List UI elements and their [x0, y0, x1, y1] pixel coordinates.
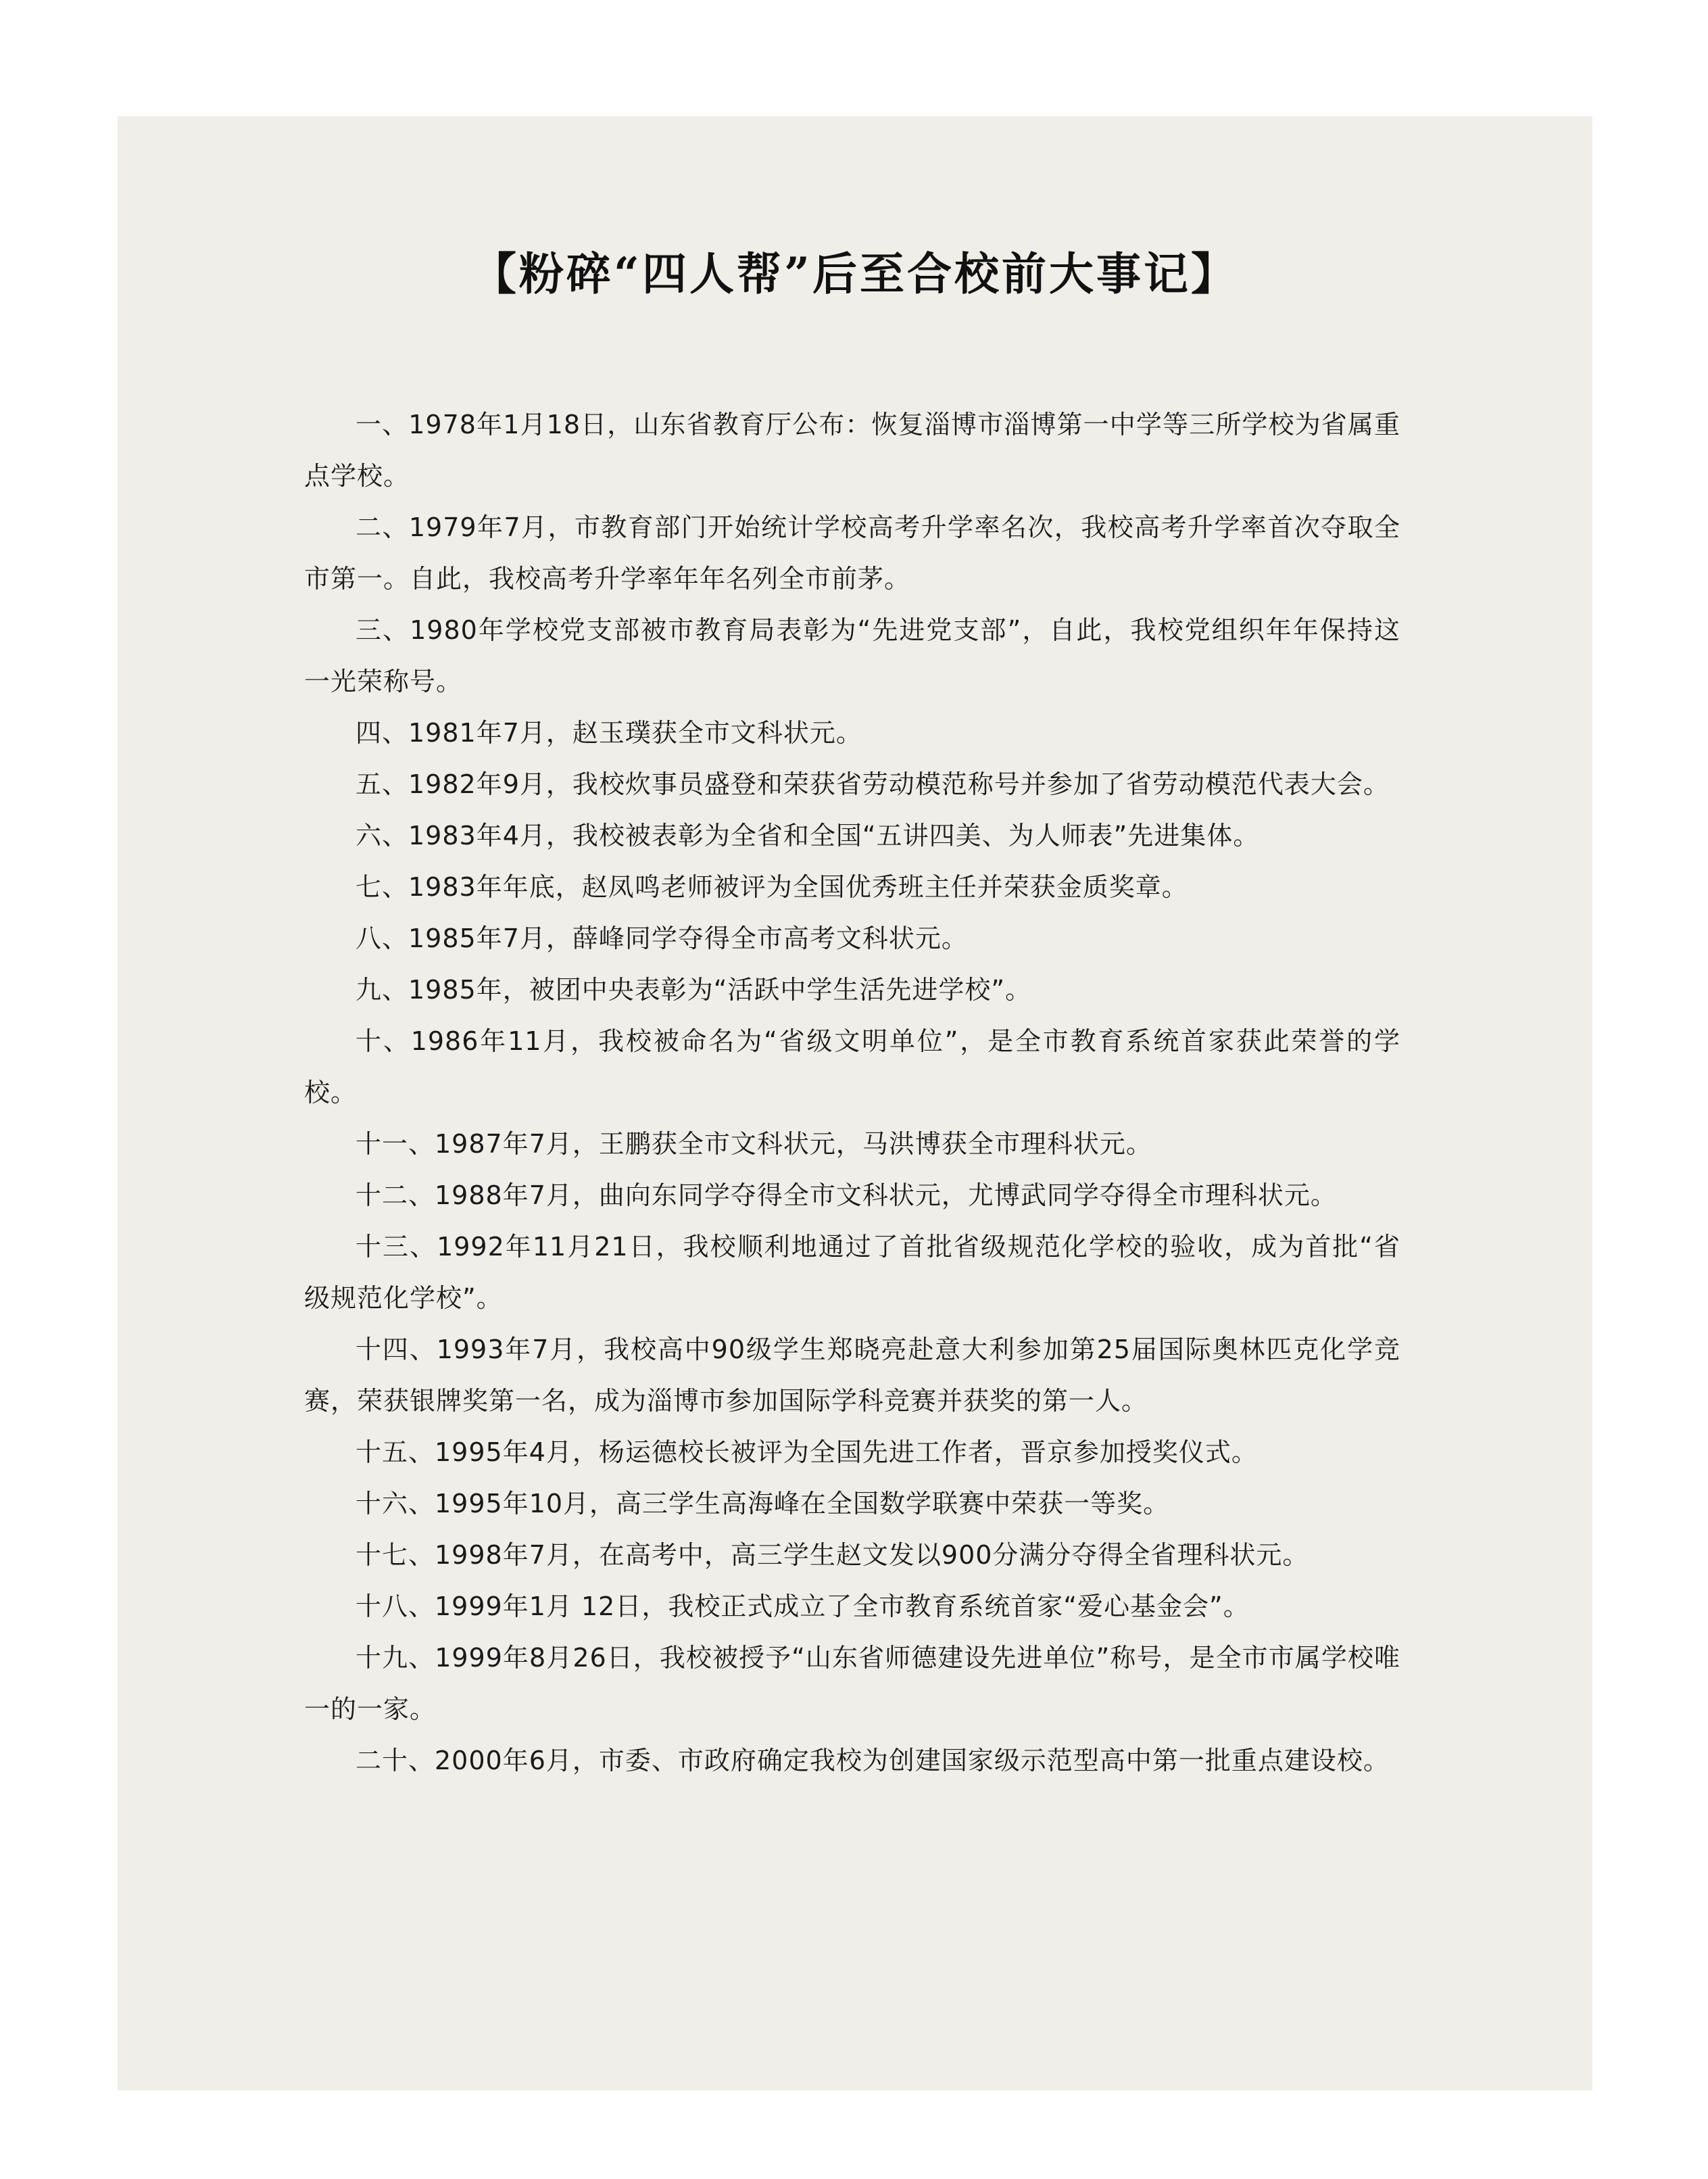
event-entry-9: 九、1985年，被团中央表彰为“活跃中学生活先进学校”。 — [356, 975, 1032, 1005]
event-entry-17: 十七、1998年7月，在高考中，高三学生赵文发以900分满分夺得全省理科状元。 — [356, 1540, 1309, 1570]
event-list — [304, 399, 1400, 1786]
event-entry-11: 十一、1987年7月，王鹏获全市文科状元，马洪博获全市理科状元。 — [356, 1129, 1152, 1159]
event-entry-18: 十八、1999年1月 12日，我校正式成立了全市教育系统首家“爱心基金会”。 — [356, 1591, 1250, 1621]
event-entry-13: 十三、1992年11月21日，我校顺利地通过了首批省级规范化学校的验收，成为首批“省级规范化学校”。 — [304, 1232, 1400, 1313]
event-entry-4: 四、1981年7月，赵玉璞获全市文科状元。 — [356, 718, 862, 748]
document-page — [118, 116, 1592, 2090]
event-entry-15: 十五、1995年4月，杨运德校长被评为全国先进工作者，晋京参加授奖仪式。 — [356, 1437, 1258, 1467]
event-entry-19: 十九、1999年8月26日，我校被授予“山东省师德建设先进单位”称号，是全市市属学校唯一的一家。 — [304, 1643, 1400, 1724]
event-entry-20: 二十、2000年6月，市委、市政府确定我校为创建国家级示范型高中第一批重点建设校。 — [356, 1746, 1390, 1775]
event-entry-16: 十六、1995年10月，高三学生高海峰在全国数学联赛中荣获一等奖。 — [356, 1489, 1170, 1518]
event-entry-7: 七、1983年年底，赵凤鸣老师被评为全国优秀班主任并荣获金质奖章。 — [356, 872, 1188, 902]
event-entry-8: 八、1985年7月，薛峰同学夺得全市高考文科状元。 — [356, 924, 968, 953]
event-entry-14: 十四、1993年7月，我校高中90级学生郑晓亮赴意大利参加第25届国际奥林匹克化学竞赛，荣获银牌奖第一名，成为淄博市参加国际学科竞赛并获奖的第一人。 — [304, 1335, 1400, 1416]
event-entry-1: 一、1978年1月18日，山东省教育厅公布：恢复淄博市淄博第一中学等三所学校为省属重点学校。 — [304, 410, 1400, 491]
event-entry-2: 二、1979年7月，市教育部门开始统计学校高考升学率名次，我校高考升学率首次夺取全市第一。自此，我校高考升学率年年名列全市前茅。 — [304, 512, 1400, 594]
page-title: 【粉碎“四人帮”后至合校前大事记】 — [472, 247, 1238, 300]
event-entry-5: 五、1982年9月，我校炊事员盛登和荣获省劳动模范称号并参加了省劳动模范代表大会。 — [356, 769, 1390, 799]
event-entry-10: 十、1986年11月，我校被命名为“省级文明单位”，是全市教育系统首家获此荣誉的学校。 — [304, 1026, 1400, 1107]
event-entry-12: 十二、1988年7月，曲向东同学夺得全市文科状元，尤博武同学夺得全市理科状元。 — [356, 1180, 1337, 1210]
event-entry-3: 三、1980年学校党支部被市教育局表彰为“先进党支部”，自此，我校党组织年年保持这一光荣称号。 — [304, 615, 1400, 696]
event-entry-6: 六、1983年4月，我校被表彰为全省和全国“五讲四美、为人师表”先进集体。 — [356, 821, 1260, 851]
